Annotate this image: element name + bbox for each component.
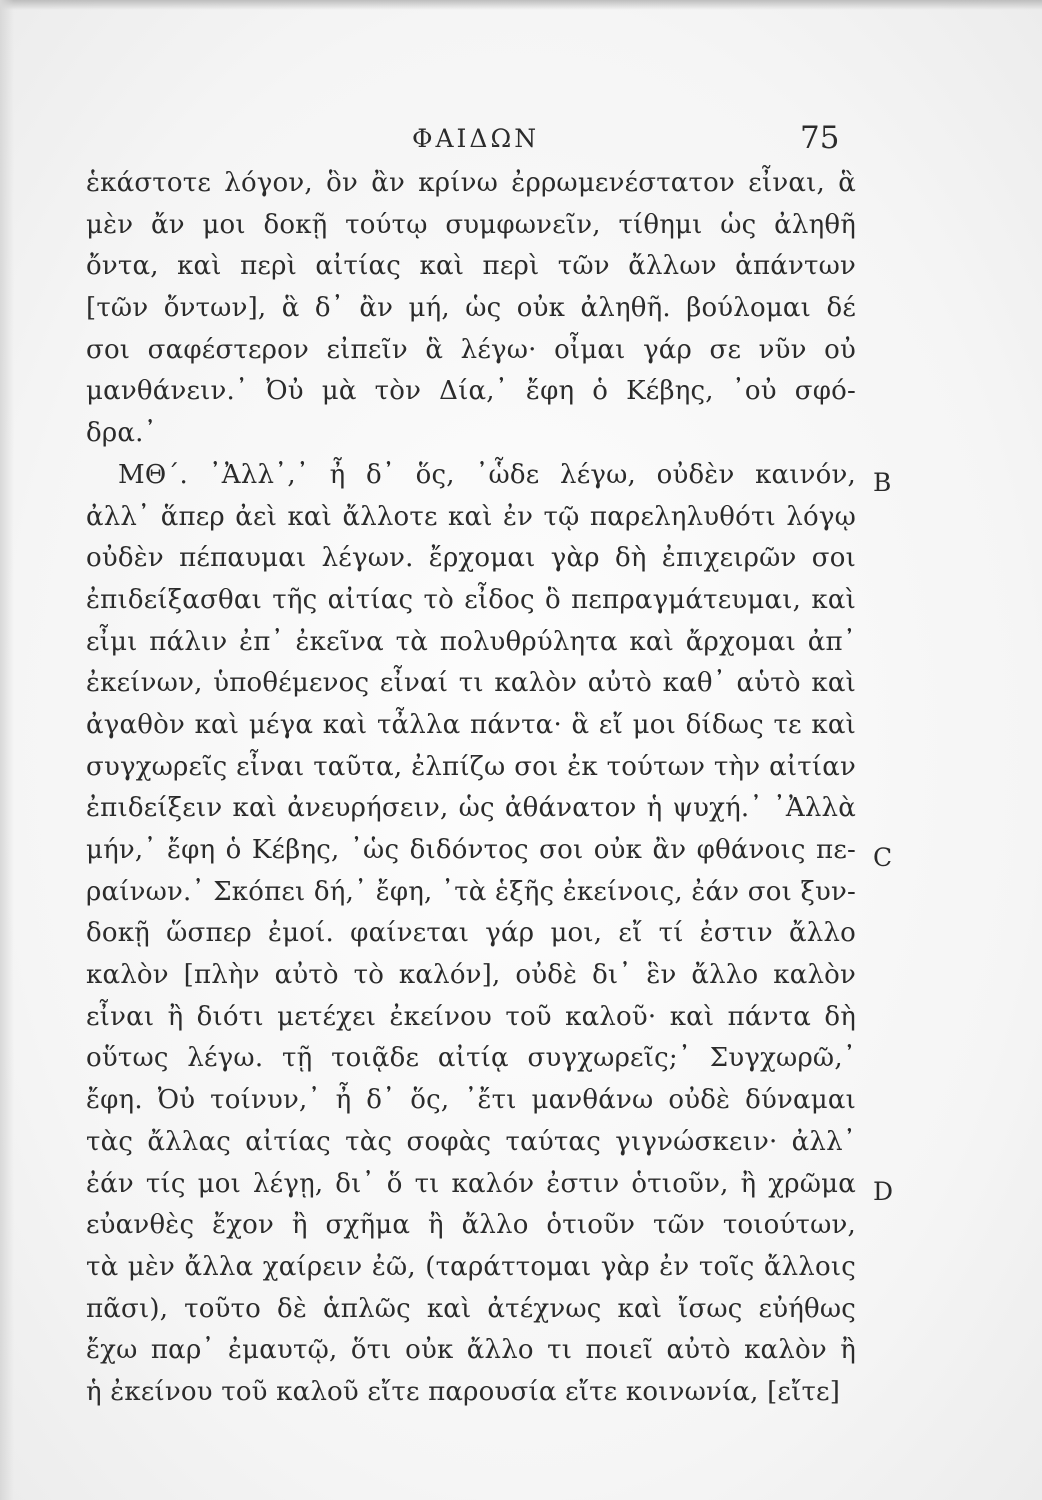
text-line: ἐπιδείξειν καὶ ἀνευρήσειν, ὡς ἀθάνατον ἡ ψυχή.᾽ ᾽Ἀλλὰ: [86, 793, 856, 824]
running-title: ΦΑΙΔΩΝ: [412, 124, 540, 153]
text-line: τὰ μὲν ἄλλα χαίρειν ἐῶ, (ταράττομαι γὰρ ἐν τοῖς ἄλλοις: [86, 1251, 856, 1282]
text-line: ἐπιδείξασθαι τῆς αἰτίας τὸ εἶδος ὃ πεπραγμάτευμαι, καὶ: [86, 584, 856, 615]
text-line: ἀλλ᾽ ἅπερ ἀεὶ καὶ ἄλλοτε καὶ ἐν τῷ παρεληλυθότι λόγῳ: [86, 501, 856, 532]
page-number: 75: [800, 120, 840, 156]
text-line: σοι σαφέστερον εἰπεῖν ἃ λέγω· οἶμαι γάρ σε νῦν οὐ: [86, 334, 856, 365]
text-line: συγχωρεῖς εἶναι ταῦτα, ἐλπίζω σοι ἐκ τούτων τὴν αἰτίαν: [86, 751, 856, 782]
text-line: [τῶν ὄντων], ἃ δ᾽ ἂν μή, ὡς οὐκ ἀληθῆ. βούλομαι δέ: [86, 293, 856, 324]
text-line: ἔφη. Ὀὐ τοίνυν,᾽ ἦ δ᾽ ὅς, ᾽ἔτι μανθάνω οὐδὲ δύναμαι: [86, 1085, 856, 1116]
scan-edge-left: [0, 0, 14, 1500]
text-line: ἐκείνων, ὑποθέμενος εἶναί τι καλὸν αὐτὸ καθ᾽ αὑτὸ καὶ: [86, 668, 856, 699]
text-line: τὰς ἄλλας αἰτίας τὰς σοφὰς ταύτας γιγνώσκειν· ἀλλ᾽: [86, 1126, 856, 1157]
text-line: εἶναι ἢ διότι μετέχει ἐκείνου τοῦ καλοῦ· καὶ πάντα δὴ: [86, 1001, 856, 1032]
text-line: δρα.᾽: [86, 418, 157, 449]
margin-section-marker-c: C: [873, 843, 893, 872]
text-line: οὕτως λέγω. τῇ τοιᾷδε αἰτίᾳ συγχωρεῖς;᾽ Συγχωρῶ,᾽: [86, 1043, 856, 1074]
text-line: μήν,᾽ ἔφη ὁ Κέβης, ᾽ὡς διδόντος σοι οὐκ ἂν φθάνοις πε-: [86, 835, 856, 865]
margin-section-marker-b: B: [873, 468, 892, 497]
text-line: ἐάν τίς μοι λέγῃ, δι᾽ ὅ τι καλόν ἐστιν ὁτιοῦν, ἢ χρῶμα: [86, 1168, 856, 1199]
text-line: εὐανθὲς ἔχον ἢ σχῆμα ἢ ἄλλο ὁτιοῦν τῶν τοιούτων,: [86, 1210, 856, 1241]
text-block: [86, 163, 856, 1414]
text-line: μὲν ἄν μοι δοκῇ τούτῳ συμφωνεῖν, τίθημι ὡς ἀληθῆ: [86, 209, 856, 240]
scan-edge-top: [0, 0, 1042, 10]
text-line: πᾶσι), τοῦτο δὲ ἁπλῶς καὶ ἀτέχνως καὶ ἴσως εὐήθως: [86, 1293, 856, 1324]
text-line: εἶμι πάλιν ἐπ᾽ ἐκεῖνα τὰ πολυθρύλητα καὶ ἄρχομαι ἀπ᾽: [86, 626, 856, 657]
text-line: οὐδὲν πέπαυμαι λέγων. ἔρχομαι γὰρ δὴ ἐπιχειρῶν σοι: [86, 543, 856, 574]
text-line: ἔχω παρ᾽ ἐμαυτῷ, ὅτι οὐκ ἄλλο τι ποιεῖ αὐτὸ καλὸν ἢ: [86, 1335, 856, 1366]
text-line: ἀγαθὸν καὶ μέγα καὶ τἆλλα πάντα· ἃ εἴ μοι δίδως τε καὶ: [86, 709, 856, 740]
text-line: ραίνων.᾽ Σκόπει δή,᾽ ἔφη, ᾽τὰ ἑξῆς ἐκείνοις, ἐάν σοι ξυν-: [86, 876, 856, 907]
text-line: μανθάνειν.᾽ Ὀὐ μὰ τὸν Δία,᾽ ἔφη ὁ Κέβης, ᾽οὐ σφό-: [86, 376, 856, 407]
text-line: ὄντα, καὶ περὶ αἰτίας καὶ περὶ τῶν ἄλλων ἁπάντων: [86, 251, 856, 282]
margin-section-marker-d: D: [873, 1177, 894, 1206]
section-start-line: ΜΘ΄. ᾽Ἀλλ᾽,᾽ ἦ δ᾽ ὅς, ᾽ὧδε λέγω, οὐδὲν καινόν,: [118, 459, 856, 490]
text-line: ἑκάστοτε λόγον, ὃν ἂν κρίνω ἐρρωμενέστατον εἶναι, ἃ: [86, 168, 856, 198]
text-line: καλὸν [πλὴν αὐτὸ τὸ καλόν], οὐδὲ δι᾽ ἓν ἄλλο καλὸν: [86, 960, 856, 991]
text-line: ἡ ἐκείνου τοῦ καλοῦ εἴτε παρουσία εἴτε κοινωνία, [εἴτε]: [86, 1376, 841, 1407]
text-line: δοκῇ ὥσπερ ἐμοί. φαίνεται γάρ μοι, εἴ τί ἐστιν ἄλλο: [86, 918, 856, 949]
